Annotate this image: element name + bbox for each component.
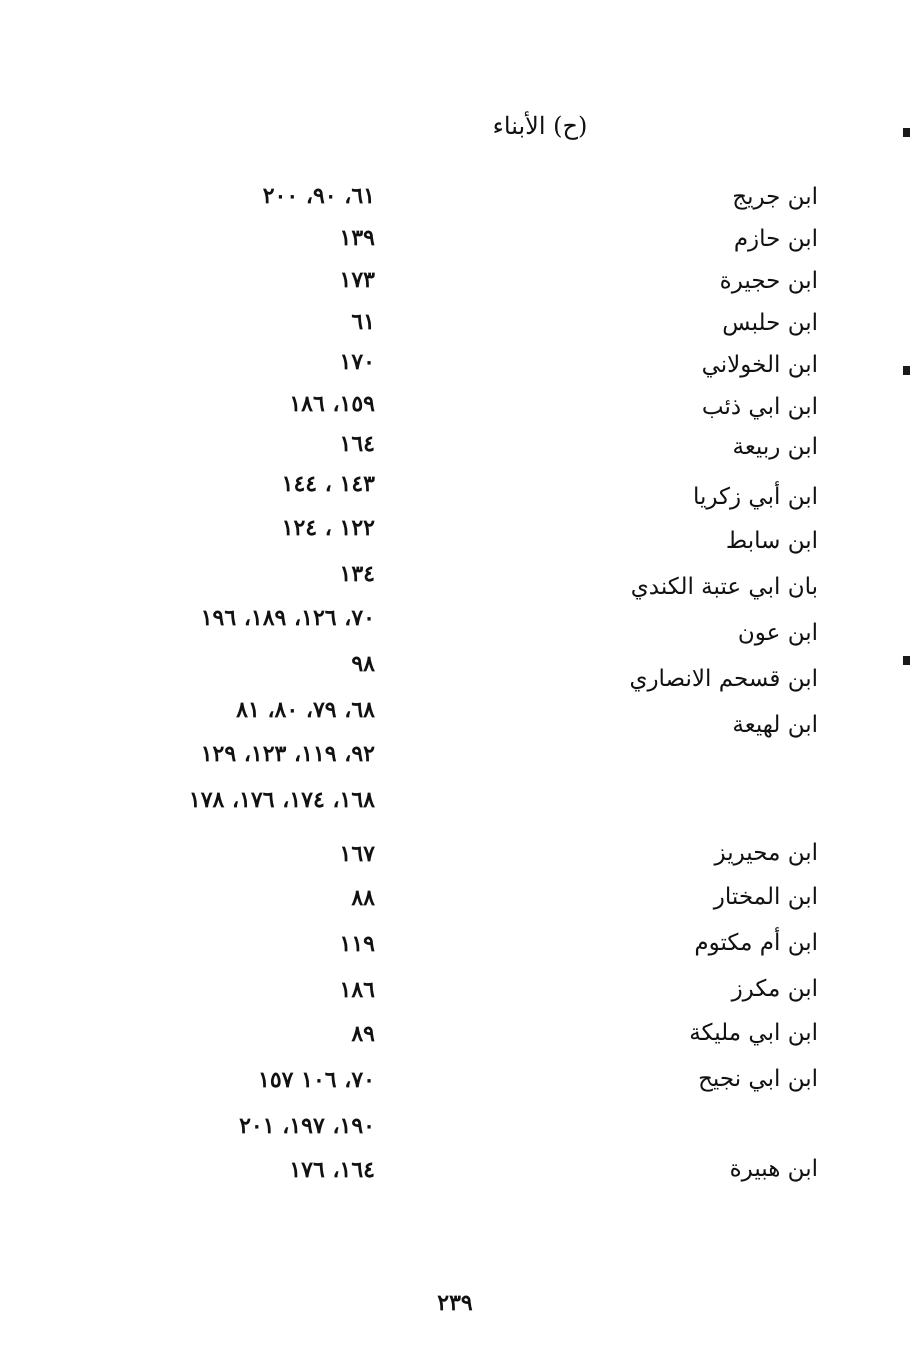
entry-pages: ٦١، ٩٠، ٢٠٠ bbox=[262, 183, 375, 209]
entry-pages: ٩٨ bbox=[351, 651, 375, 677]
entry-name: ابن هبيرة bbox=[729, 1156, 818, 1182]
entry-pages: ٦٨، ٧٩، ٨٠، ٨١ bbox=[236, 697, 375, 723]
entry-pages-continued: ١٦٨، ١٧٤، ١٧٦، ١٧٨ bbox=[188, 787, 375, 813]
entry-name: ابن لهيعة bbox=[732, 712, 818, 738]
entry-pages: ١٦٧ bbox=[339, 841, 375, 867]
entry-pages: ١٦٤، ١٧٦ bbox=[289, 1157, 375, 1183]
entry-pages: ٧٠، ١٠٦ ١٥٧ bbox=[258, 1067, 375, 1093]
entry-pages: ٧٠، ١٢٦، ١٨٩، ١٩٦ bbox=[200, 605, 375, 631]
section-title: (ح) الأبناء bbox=[492, 112, 588, 140]
entry-pages: ٨٨ bbox=[351, 885, 375, 911]
entry-name: ابن ربيعة bbox=[732, 434, 818, 460]
entry-name: ابن جريج bbox=[732, 184, 818, 210]
entry-name: ابن ابي مليكة bbox=[689, 1020, 818, 1046]
page-number: ٢٣٩ bbox=[437, 1290, 473, 1316]
entry-pages-continued: ٩٢، ١١٩، ١٢٣، ١٢٩ bbox=[200, 741, 375, 767]
entry-pages: ١٨٦ bbox=[339, 977, 375, 1003]
entry-pages: ١٣٤ bbox=[339, 561, 375, 587]
entry-name: ابن حجيرة bbox=[719, 268, 818, 294]
entry-name: ابن قسحم الانصاري bbox=[629, 666, 818, 692]
entry-pages: ١٧٣ bbox=[339, 267, 375, 293]
entry-name: ابن محيريز bbox=[714, 840, 818, 866]
scan-edge-mark bbox=[903, 656, 910, 665]
entry-pages: ١٢٢ ، ١٢٤ bbox=[281, 515, 375, 541]
entry-name: ابن أم مكتوم bbox=[694, 930, 818, 956]
entry-pages: ٦١ bbox=[351, 309, 375, 335]
entry-name: ابن المختار bbox=[713, 884, 818, 910]
entry-pages: ١٧٠ bbox=[339, 349, 375, 375]
entry-name: ابن ابي ذئب bbox=[701, 394, 818, 420]
entry-name: بان ابي عتبة الكندي bbox=[630, 574, 818, 600]
entry-name: ابن حازم bbox=[733, 226, 818, 252]
entry-pages: ١٦٤ bbox=[339, 431, 375, 457]
entry-pages: ٨٩ bbox=[351, 1021, 375, 1047]
entry-name: ابن عون bbox=[737, 620, 818, 646]
entry-name: ابن سابط bbox=[725, 528, 818, 554]
entry-pages: ١٥٩، ١٨٦ bbox=[289, 391, 375, 417]
scan-edge-mark bbox=[903, 366, 910, 375]
entry-pages-continued: ١٩٠، ١٩٧، ٢٠١ bbox=[239, 1113, 375, 1139]
entry-name: ابن الخولاني bbox=[701, 352, 818, 378]
scan-edge-mark bbox=[903, 128, 910, 137]
entry-name: ابن أبي زكريا bbox=[692, 484, 818, 510]
entry-name: ابن ابي نجيح bbox=[698, 1066, 818, 1092]
entry-pages: ١٤٣ ، ١٤٤ bbox=[281, 471, 375, 497]
entry-pages: ١١٩ bbox=[339, 931, 375, 957]
entry-name: ابن مكرز bbox=[731, 976, 818, 1002]
entry-pages: ١٣٩ bbox=[339, 225, 375, 251]
entry-name: ابن حلبس bbox=[722, 310, 818, 336]
